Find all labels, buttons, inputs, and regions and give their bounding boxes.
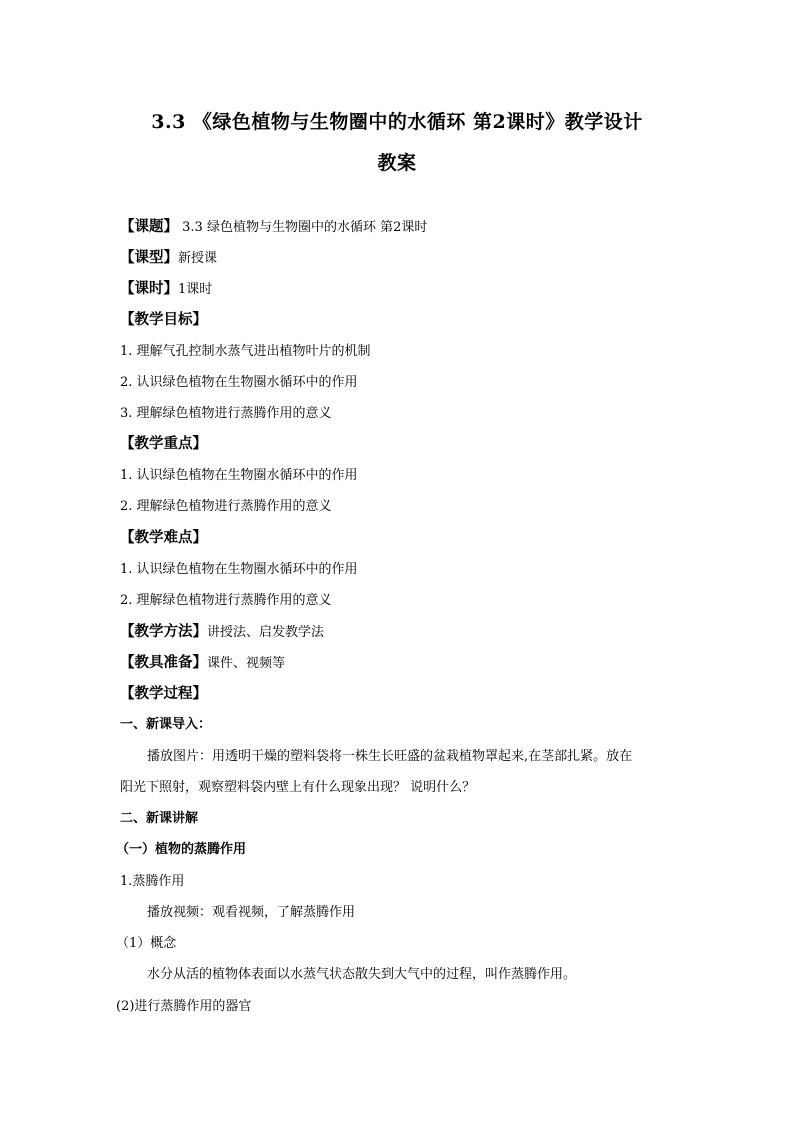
hours-label: 【课时】	[120, 280, 178, 297]
methods-value: 讲授法、启发教学法	[207, 625, 325, 640]
methods-label: 【教学方法】	[120, 623, 207, 640]
type-row	[120, 249, 217, 268]
point-transpiration: 1.蒸腾作用	[120, 874, 185, 889]
video-instruction: 播放视频：观看视频，了解蒸腾作用	[147, 905, 356, 920]
process-heading: 【教学过程】	[120, 685, 207, 702]
difficulties-heading: 【教学难点】	[120, 529, 207, 546]
tools-value: 课件、视频等	[207, 656, 286, 671]
difficulty-item: 1. 认识绿色植物在生物圈水循环中的作用	[120, 562, 358, 577]
document-title: 3.3 《绿色植物与生物圈中的水循环 第2课时》教学设计	[151, 111, 643, 133]
key-point-item: 2. 理解绿色植物进行蒸腾作用的意义	[120, 499, 332, 514]
objectives-heading: 【教学目标】	[120, 311, 207, 328]
organ-label: (2)进行蒸腾作用的器官	[116, 999, 252, 1014]
tools-row	[120, 654, 285, 673]
type-label: 【课型】	[120, 249, 178, 266]
concept-label: （1）概念	[116, 936, 177, 951]
intro-paragraph-line2: 阳光下照射，观察塑料袋内壁上有什么现象出现？ 说明什么？	[120, 780, 476, 795]
section-lecture-heading: 二、新课讲解	[120, 811, 199, 826]
key-points-heading: 【教学重点】	[120, 435, 207, 452]
hours-value: 1课时	[178, 282, 213, 297]
objective-item: 2. 认识绿色植物在生物圈水循环中的作用	[120, 375, 358, 390]
hours-row	[120, 280, 212, 299]
methods-row	[120, 623, 324, 642]
section-intro-heading: 一、新课导入：	[120, 717, 212, 732]
topic-row	[120, 218, 427, 237]
key-point-item: 1. 认识绿色植物在生物圈水循环中的作用	[120, 468, 358, 483]
document-subtitle: 教案	[377, 152, 417, 174]
topic-value: 3.3 绿色植物与生物圈中的水循环 第2课时	[178, 220, 428, 235]
subsection-transpiration-heading: （一）植物的蒸腾作用	[116, 842, 247, 857]
objective-item: 3. 理解绿色植物进行蒸腾作用的意义	[120, 406, 332, 421]
tools-label: 【教具准备】	[120, 654, 207, 671]
type-value: 新授课	[178, 251, 218, 266]
intro-paragraph-line1: 播放图片：用透明干燥的塑料袋将一株生长旺盛的盆栽植物罩起来,在茎部扎紧。放在	[147, 749, 633, 764]
topic-label: 【课题】	[120, 218, 178, 235]
difficulty-item: 2. 理解绿色植物进行蒸腾作用的意义	[120, 593, 332, 608]
objective-item: 1. 理解气孔控制水蒸气进出植物叶片的机制	[120, 344, 371, 359]
concept-text: 水分从活的植物体表面以水蒸气状态散失到大气中的过程，叫作蒸腾作用。	[147, 967, 577, 982]
